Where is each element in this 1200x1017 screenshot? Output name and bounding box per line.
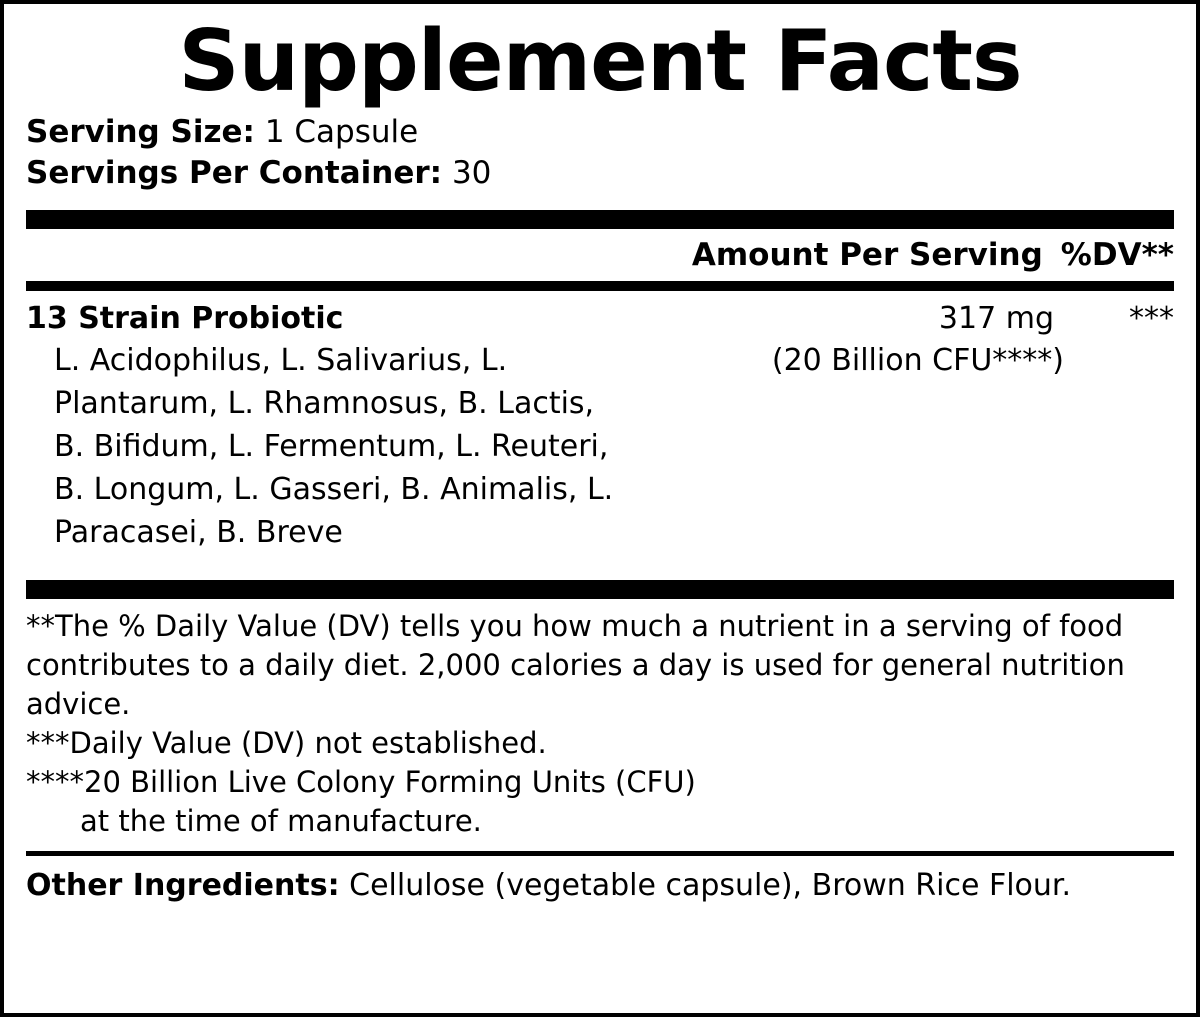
page-title: Supplement Facts [178, 12, 1022, 111]
nutrient-dv: *** [1129, 301, 1174, 336]
other-ingredients-label: Other Ingredients: [26, 868, 340, 903]
footnote-dv-not-established: ***Daily Value (DV) not established. [26, 726, 547, 760]
serving-size-row [26, 112, 1174, 153]
table-header-row [26, 229, 1174, 281]
nutrient-name: 13 Strain Probiotic [26, 301, 344, 336]
serving-size-label: Serving Size: [26, 114, 255, 150]
footnotes [26, 599, 1174, 851]
divider-thick-bottom [26, 580, 1174, 599]
footnote-dv-explanation: **The % Daily Value (DV) tells you how much a nutrient in a serving of food contributes to a daily diet. 2,000 calories a day is used for general nutrition advice. [26, 609, 1125, 721]
daily-value-header: %DV** [1060, 237, 1174, 273]
amount-per-serving-header: Amount Per Serving [691, 237, 1043, 273]
servings-per-container-value: 30 [451, 155, 492, 191]
serving-size-value: 1 Capsule [264, 114, 419, 150]
other-ingredients-row [26, 856, 1174, 906]
nutrient-strain-list: L. Acidophilus, L. Salivarius, L. Plantarum, L. Rhamnosus, B. Lactis, B. Bifidum, L. Fermentum, L. Reuteri, B. Longum, L. Gasseri, B. Animalis, L. Paracasei, B. Breve [54, 343, 614, 550]
nutrient-detail-line [26, 339, 1174, 554]
supplement-facts-inner [4, 4, 1196, 906]
nutrient-main-line [26, 299, 1174, 339]
divider-thick-top [26, 210, 1174, 229]
servings-per-container-row [26, 153, 1174, 194]
nutrient-amount: 317 mg [938, 301, 1054, 336]
servings-per-container-label: Servings Per Container: [26, 155, 443, 191]
divider-med-header [26, 281, 1174, 291]
nutrient-cfu-amount: (20 Billion CFU****) [771, 343, 1064, 378]
other-ingredients-value: Cellulose (vegetable capsule), Brown Rice Flour. [349, 868, 1072, 903]
footnote-cfu: ****20 Billion Live Colony Forming Units (CFU) [26, 765, 696, 799]
table-row [26, 291, 1174, 564]
footnote-cfu-continued: at the time of manufacture. [80, 804, 482, 838]
